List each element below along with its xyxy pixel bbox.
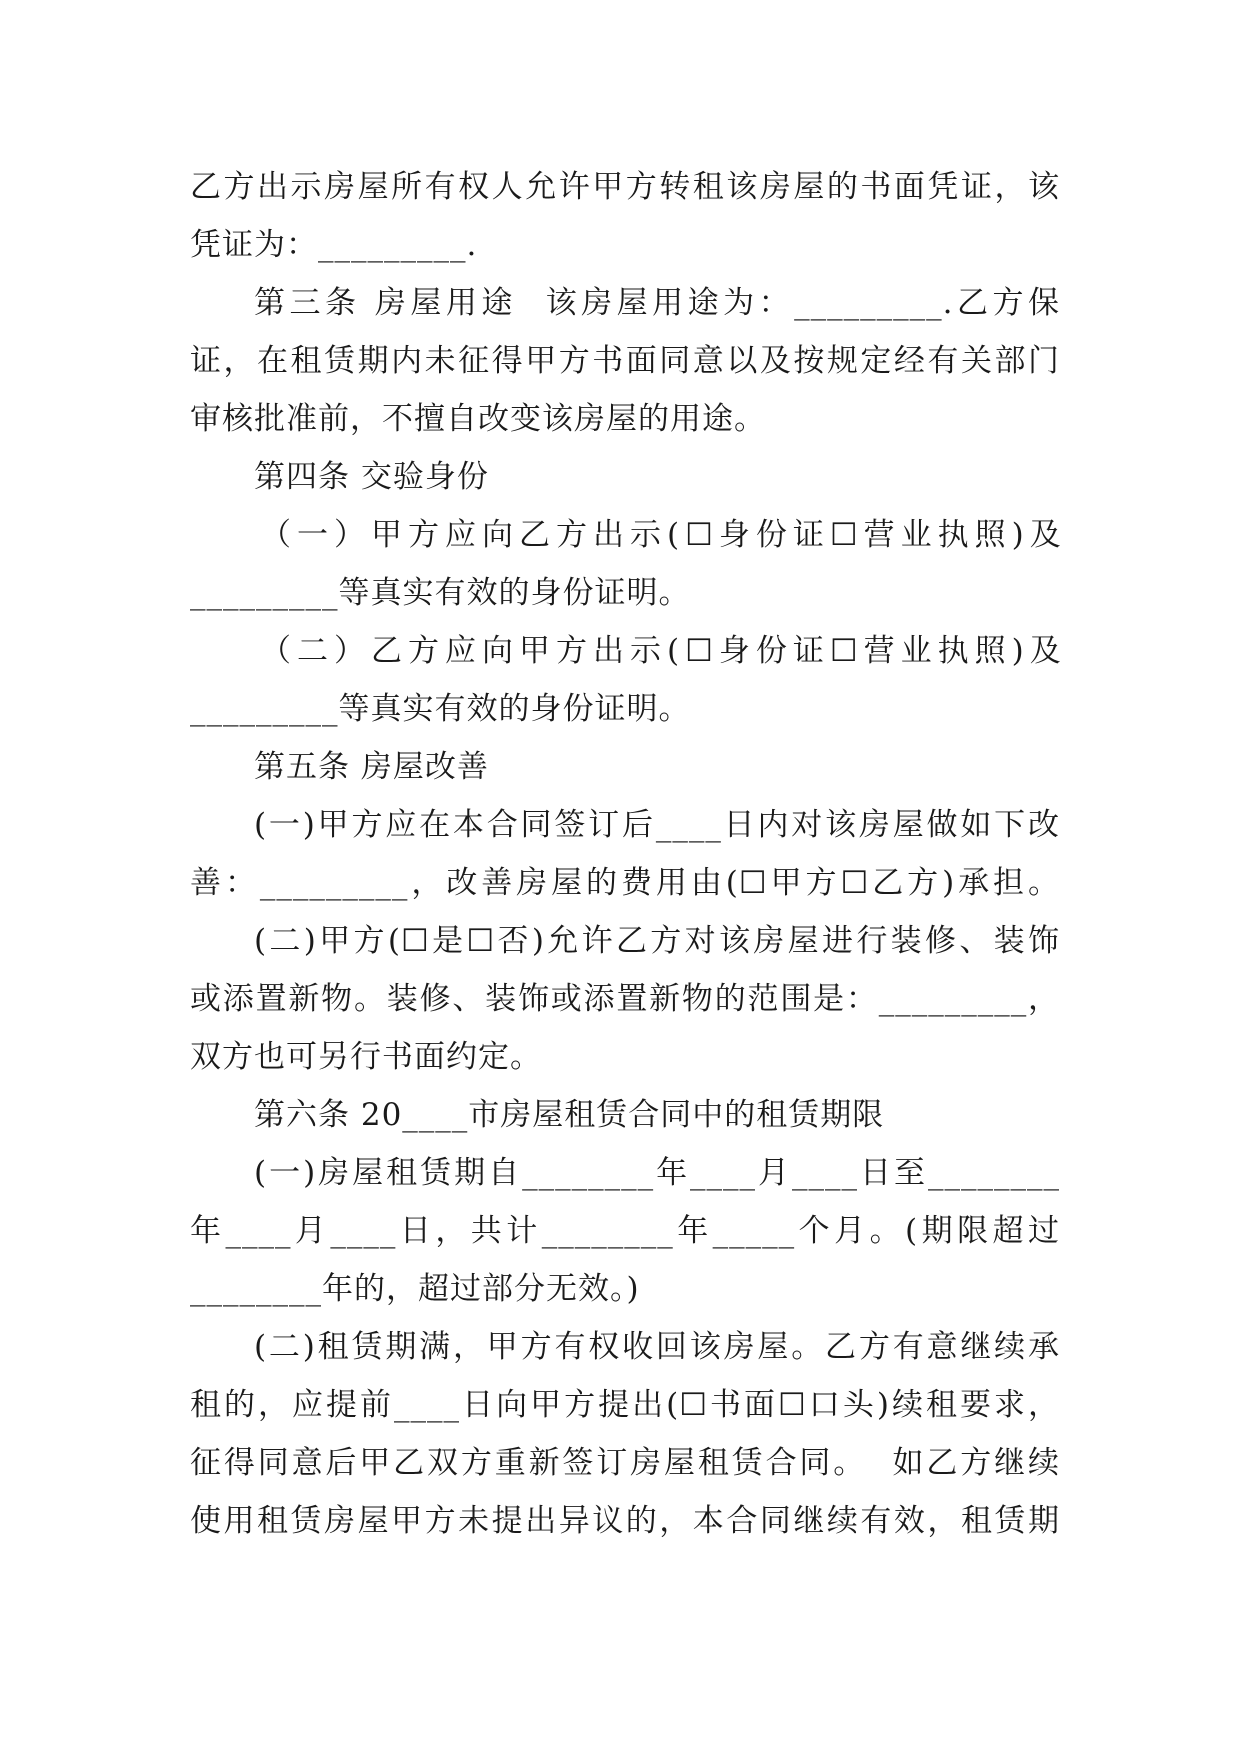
paragraph-line: 租的，应提前____日向甲方提出(☐书面☐口头)续租要求， <box>190 1387 1060 1423</box>
article-5-item-2: (二)甲方(☐是☐否)允许乙方对该房屋进行装修、装饰 <box>254 923 1060 959</box>
article-5-item-1: (一)甲方应在本合同签订后____日内对该房屋做如下改 <box>254 807 1060 843</box>
paragraph-line: 征得同意后甲乙双方重新签订房屋租赁合同。 如乙方继续 <box>190 1445 1060 1481</box>
paragraph-line: 证，在租赁期内未征得甲方书面同意以及按规定经有关部门 <box>190 343 1060 379</box>
paragraph-line: 双方也可另行书面约定。 <box>190 1039 542 1075</box>
paragraph-line: ________年的，超过部分无效。) <box>190 1271 640 1307</box>
paragraph-line: _________等真实有效的身份证明。 <box>190 691 691 727</box>
article-5-heading: 第五条 房屋改善 <box>254 749 489 785</box>
article-6-item-2: (二)租赁期满，甲方有权收回该房屋。乙方有意继续承 <box>254 1329 1060 1365</box>
paragraph-line: 审核批准前，不擅自改变该房屋的用途。 <box>190 401 766 437</box>
paragraph-line: 乙方出示房屋所有权人允许甲方转租该房屋的书面凭证，该 <box>190 169 1060 205</box>
article-3-heading: 第三条 房屋用途 该房屋用途为：_________.乙方保 <box>254 285 1060 321</box>
contract-text <box>190 158 1067 1550</box>
article-4-heading: 第四条 交验身份 <box>254 459 489 495</box>
article-6-heading: 第六条 20____市房屋租赁合同中的租赁期限 <box>254 1097 885 1133</box>
paragraph-line: 或添置新物。装修、装饰或添置新物的范围是：_________， <box>190 981 1060 1017</box>
paragraph-line: 使用租赁房屋甲方未提出异议的，本合同继续有效，租赁期 <box>190 1503 1060 1539</box>
article-6-item-1: (一)房屋租赁期自________年____月____日至________ <box>254 1155 1060 1191</box>
paragraph-line: 年____月____日，共计________年_____个月。(期限超过 <box>190 1213 1060 1249</box>
paragraph-line: 善：_________，改善房屋的费用由(☐甲方☐乙方)承担。 <box>190 865 1060 901</box>
article-4-item-2: （二）乙方应向甲方出示(☐身份证☐营业执照)及 <box>260 633 1067 669</box>
paragraph-line: _________等真实有效的身份证明。 <box>190 575 691 611</box>
article-4-item-1: （一）甲方应向乙方出示(☐身份证☐营业执照)及 <box>260 517 1067 553</box>
paragraph-line: 凭证为：_________. <box>190 227 478 263</box>
